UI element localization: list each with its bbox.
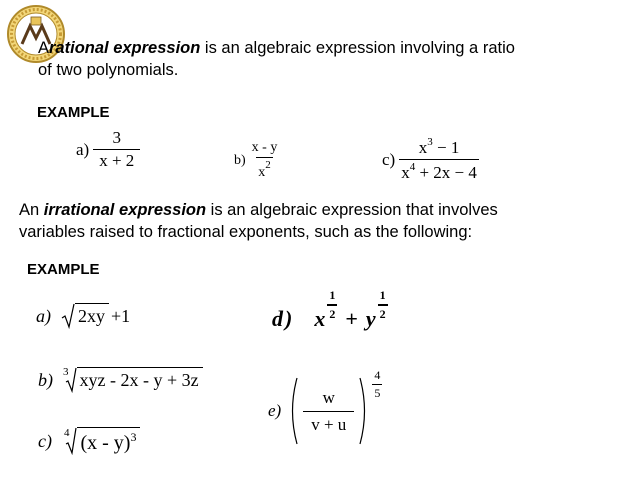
example-label-d: d) (272, 306, 295, 331)
definition-text-line2: variables raised to fractional exponents, such as the following: (19, 223, 473, 241)
rational-example-c (382, 136, 479, 183)
fraction-denominator (256, 157, 273, 181)
exponent: 2 (265, 159, 271, 171)
fraction-numerator: 3 (112, 128, 122, 147)
example-heading-1: EXAMPLE (37, 104, 110, 121)
radicand-group (77, 427, 140, 455)
definition-lead: A (38, 39, 50, 57)
radical-sign-icon (61, 303, 75, 329)
rest: + 2x − 4 (415, 163, 477, 182)
exponent: 4 (409, 161, 416, 173)
root-index: 4 (63, 427, 70, 439)
irrational-example-d (272, 288, 388, 332)
exponent: 3 (427, 136, 433, 148)
exponent-numerator: 4 (374, 368, 381, 382)
exponent-numerator: 1 (329, 288, 336, 302)
root-index: 3 (63, 366, 69, 378)
rational-example-a (76, 128, 140, 171)
radicand: 2xy (75, 303, 109, 329)
example-label-b: b) (38, 369, 53, 390)
base-y: y (365, 306, 376, 331)
example-label-a: a) (36, 305, 51, 326)
example-label-e: e) (268, 401, 282, 420)
fraction-denominator: x + 2 (93, 149, 140, 171)
rest: − 1 (432, 138, 460, 157)
cube-root (65, 367, 203, 393)
rational-definition (38, 37, 628, 81)
exponent: 3 (130, 430, 137, 444)
fractional-exponent (372, 368, 382, 401)
base: x (258, 165, 266, 180)
radicand: xyz - 2x - y + 3z (77, 367, 203, 393)
example-label-b: b) (234, 152, 246, 168)
exponent-numerator: 1 (379, 288, 386, 302)
definition-text-line2: of two polynomials. (38, 61, 179, 79)
base: x (401, 163, 410, 182)
right-parenthesis-icon (358, 376, 370, 446)
example-label-a: a) (76, 139, 90, 159)
rational-example-b (234, 140, 279, 181)
fraction-numerator: x - y (251, 140, 278, 155)
expression-rest: +1 (111, 305, 131, 326)
example-label-c: c) (38, 430, 52, 451)
definition-lead: An (19, 201, 44, 219)
irrational-example-e (268, 368, 382, 454)
definition-text: is an algebraic expression that involves (206, 201, 498, 219)
term-rational-expression: rational expression (49, 39, 201, 57)
exponent-denominator: 2 (378, 304, 388, 322)
fraction-numerator (417, 136, 462, 159)
plus-sign: + (345, 306, 358, 331)
fractional-exponent (327, 288, 337, 322)
base: x (418, 138, 428, 157)
fractional-exponent (378, 288, 388, 322)
exponent-denominator: 5 (374, 386, 381, 400)
example-heading-2: EXAMPLE (27, 261, 100, 278)
base-x: x (314, 306, 326, 331)
fraction-numerator: w (322, 387, 335, 407)
term-irrational-expression: irrational expression (43, 201, 207, 219)
fourth-root (65, 427, 140, 455)
exponent-denominator: 2 (327, 304, 337, 322)
radicand: (x - y) (80, 432, 131, 454)
irrational-example-a (36, 303, 130, 329)
square-root (61, 303, 109, 329)
irrational-definition (19, 199, 629, 243)
irrational-example-b (38, 367, 203, 393)
irrational-example-c (38, 427, 140, 455)
example-label-c: c) (382, 149, 396, 169)
fraction-denominator (399, 159, 479, 183)
definition-text: is an algebraic expression involving a ratio (200, 39, 515, 57)
left-parenthesis-icon (287, 376, 299, 446)
fraction-denominator: v + u (303, 411, 354, 435)
